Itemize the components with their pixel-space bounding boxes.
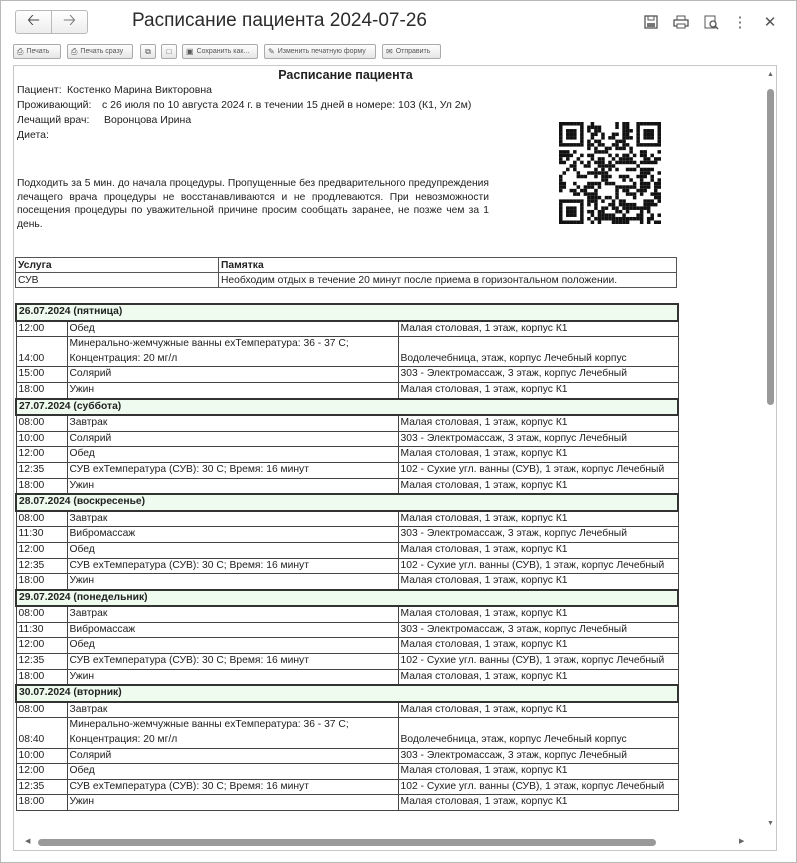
table-row [16,574,678,590]
qr-code [559,122,661,224]
printer-icon: ⎙ [71,46,78,56]
more-menu-icon[interactable]: ⋮ [732,14,748,31]
procedure-cell: Ужин [67,382,398,398]
table-row [16,431,678,447]
services-header-cell: Услуга [16,258,219,273]
services-row [16,273,677,288]
time-cell: 18:00 [16,478,67,494]
procedure-cell: Вибромассаж [67,527,398,543]
procedure-cell: Завтрак [67,511,398,527]
services-cell: СУВ [16,273,219,288]
location-cell: 303 - Электромассаж, 3 этаж, корпус Лечебный [398,527,678,543]
notice-text: Подходить за 5 мин. до начала процедуры. Пропущенные без предварительного предупреждения лечащего врача процедуры не восстанавливаются и не продлеваются. При невозможности посещения процедуры по уважительной причине просим сообщать заранее, не позже чем за 1 день. [17,178,489,230]
location-cell: Водолечебница, этаж, корпус Лечебный корпус [398,337,678,367]
table-row [16,669,678,685]
back-button[interactable] [15,10,52,34]
time-cell: 12:00 [16,638,67,654]
vertical-scroll-thumb[interactable] [767,89,774,405]
day-header-row [16,590,678,607]
window-title: Расписание пациента 2024-07-26 [132,10,427,31]
forward-button[interactable] [51,10,88,34]
location-cell: Малая столовая, 1 этаж, корпус К1 [398,447,678,463]
time-cell: 12:35 [16,779,67,795]
location-cell: Малая столовая, 1 этаж, корпус К1 [398,606,678,622]
time-cell: 08:00 [16,606,67,622]
procedure-cell: Обед [67,638,398,654]
save-as-button[interactable]: ▣ Сохранить как... [182,44,258,59]
table-row [16,638,678,654]
printer-icon[interactable] [671,12,691,32]
procedure-cell: Солярий [67,431,398,447]
scroll-up-icon[interactable]: ▲ [767,71,774,78]
procedure-cell: Ужин [67,574,398,590]
table-row [16,527,678,543]
location-cell: Малая столовая, 1 этаж, корпус К1 [398,542,678,558]
time-cell: 08:00 [16,702,67,718]
schedule-table [15,303,679,811]
time-cell: 18:00 [16,795,67,811]
table-row [16,718,678,748]
scroll-right-icon[interactable]: ▶ [739,838,745,845]
procedure-cell: СУВ exТемпература (СУВ): 30 С; Время: 16 минут [67,462,398,478]
table-row [16,478,678,494]
location-cell: 303 - Электромассаж, 3 этаж, корпус Лечебный [398,748,678,764]
location-cell: Малая столовая, 1 этаж, корпус К1 [398,669,678,685]
location-cell: Малая столовая, 1 этаж, корпус К1 [398,382,678,398]
location-cell: 102 - Сухие угл. ванны (СУВ), 1 этаж, корпус Лечебный [398,779,678,795]
table-row [16,779,678,795]
procedure-cell: Солярий [67,748,398,764]
services-table [15,257,677,288]
location-cell: Малая столовая, 1 этаж, корпус К1 [398,321,678,337]
copy-button[interactable] [140,44,156,59]
day-header-row [16,685,678,702]
location-cell: 303 - Электромассаж, 3 этаж, корпус Лечебный [398,367,678,383]
time-cell: 12:00 [16,321,67,337]
procedure-cell: СУВ exТемпература (СУВ): 30 С; Время: 16 минут [67,654,398,670]
print-now-button[interactable]: ⎙ Печать сразу [67,44,133,59]
time-cell: 10:00 [16,431,67,447]
procedure-cell: Вибромассаж [67,622,398,638]
arrow-left-icon: 🡠 [27,11,40,29]
page-icon: □ [166,47,172,56]
edit-print-form-button[interactable]: ✎ Изменить печатную форму [264,44,376,59]
edit-icon: ✎ [268,47,275,56]
services-header-cell: Памятка [219,258,677,273]
location-cell: Малая столовая, 1 этаж, корпус К1 [398,574,678,590]
close-icon[interactable]: ✕ [763,14,777,31]
procedure-cell: Завтрак [67,606,398,622]
location-cell: 303 - Электромассаж, 3 этаж, корпус Лечебный [398,431,678,447]
preview-icon[interactable] [701,12,721,32]
diet-line: Диета: [17,129,49,141]
procedure-cell: Завтрак [67,702,398,718]
residing-value: с 26 июля по 10 августа 2024 г. в течении 15 дней в номере: 103 (К1, Ул 2м) [102,99,472,111]
table-row [16,748,678,764]
day-header: 27.07.2024 (суббота) [16,399,678,416]
time-cell: 18:00 [16,382,67,398]
table-row [16,337,678,367]
procedure-cell: Обед [67,447,398,463]
procedure-cell: Минерально-жемчужные ванны exТемпература: 36 - 37 С; Концентрация: 20 мг/л [67,718,398,748]
time-cell: 18:00 [16,574,67,590]
vertical-scrollbar[interactable] [765,67,776,832]
location-cell: Малая столовая, 1 этаж, корпус К1 [398,638,678,654]
table-row [16,321,678,337]
procedure-cell: СУВ exТемпература (СУВ): 30 С; Время: 16 минут [67,779,398,795]
table-row [16,415,678,431]
day-header-row [16,494,678,511]
procedure-cell: Ужин [67,669,398,685]
day-header: 30.07.2024 (вторник) [16,685,678,702]
procedure-cell: Солярий [67,367,398,383]
time-cell: 18:00 [16,669,67,685]
day-header: 26.07.2024 (пятница) [16,304,678,321]
save-icon: ▣ [186,47,194,56]
table-row [16,764,678,780]
time-cell: 12:35 [16,654,67,670]
procedure-cell: Обед [67,321,398,337]
location-cell: Водолечебница, этаж, корпус Лечебный корпус [398,718,678,748]
arrow-right-icon: 🡢 [63,11,76,29]
location-cell: Малая столовая, 1 этаж, корпус К1 [398,478,678,494]
time-cell: 08:40 [16,718,67,748]
procedure-cell: СУВ exТемпература (СУВ): 30 С; Время: 16 минут [67,558,398,574]
scroll-down-icon[interactable]: ▼ [767,820,774,827]
procedure-cell: Обед [67,542,398,558]
doctor-name: Воронцова Ирина [104,114,192,126]
table-row [16,511,678,527]
day-header-row [16,399,678,416]
table-row [16,654,678,670]
patient-line: Пациент: Костенко Марина Викторовна [17,84,212,96]
printer-icon: ⎙ [17,46,24,56]
location-cell: 102 - Сухие угл. ванны (СУВ), 1 этаж, корпус Лечебный [398,654,678,670]
day-header: 28.07.2024 (воскресенье) [16,494,678,511]
doctor-line: Лечащий врач: Воронцова Ирина [17,114,192,126]
title-bar [1,1,796,41]
day-header-row [16,304,678,321]
table-row [16,447,678,463]
document-area [13,65,777,851]
time-cell: 14:00 [16,337,67,367]
copy-icon: ⧉ [145,46,151,56]
table-row [16,606,678,622]
location-cell: Малая столовая, 1 этаж, корпус К1 [398,702,678,718]
location-cell: 102 - Сухие угл. ванны (СУВ), 1 этаж, корпус Лечебный [398,462,678,478]
location-cell: Малая столовая, 1 этаж, корпус К1 [398,764,678,780]
time-cell: 12:35 [16,558,67,574]
table-row [16,462,678,478]
envelope-icon: ✉ [386,47,393,56]
table-row [16,558,678,574]
location-cell: 303 - Электромассаж, 3 этаж, корпус Лечебный [398,622,678,638]
procedure-cell: Обед [67,764,398,780]
table-row [16,702,678,718]
time-cell: 15:00 [16,367,67,383]
time-cell: 11:30 [16,622,67,638]
time-cell: 12:35 [16,462,67,478]
location-cell: 102 - Сухие угл. ванны (СУВ), 1 этаж, корпус Лечебный [398,558,678,574]
time-cell: 12:00 [16,542,67,558]
location-cell: Малая столовая, 1 этаж, корпус К1 [398,511,678,527]
time-cell: 08:00 [16,415,67,431]
procedure-cell: Завтрак [67,415,398,431]
table-row [16,382,678,398]
procedure-cell: Ужин [67,795,398,811]
residing-line: Проживающий: с 26 июля по 10 августа 2024 г. в течении 15 дней в номере: 103 (К1, Ул 2м) [17,99,472,111]
table-row [16,542,678,558]
page-setup-button[interactable] [161,44,177,59]
scroll-left-icon[interactable]: ◀ [25,838,31,845]
table-row [16,367,678,383]
table-row [16,795,678,811]
time-cell: 11:30 [16,527,67,543]
document-heading: Расписание пациента [278,68,413,82]
location-cell: Малая столовая, 1 этаж, корпус К1 [398,415,678,431]
time-cell: 10:00 [16,748,67,764]
time-cell: 08:00 [16,511,67,527]
services-header-row [16,258,677,273]
procedure-cell: Минерально-жемчужные ванны exТемпература: 36 - 37 С; Концентрация: 20 мг/л [67,337,398,367]
services-cell: Необходим отдых в течение 20 минут после приема в горизонтальном положении. [219,273,677,288]
time-cell: 12:00 [16,447,67,463]
save-icon[interactable] [641,12,661,32]
print-button[interactable]: ⎙ Печать [13,44,61,59]
send-button[interactable]: ✉ Отправить [382,44,441,59]
time-cell: 12:00 [16,764,67,780]
patient-name: Костенко Марина Викторовна [67,84,212,96]
table-row [16,622,678,638]
procedure-cell: Ужин [67,478,398,494]
location-cell: Малая столовая, 1 этаж, корпус К1 [398,795,678,811]
horizontal-scrollbar[interactable] [15,837,763,847]
horizontal-scroll-thumb[interactable] [38,839,656,846]
day-header: 29.07.2024 (понедельник) [16,590,678,607]
